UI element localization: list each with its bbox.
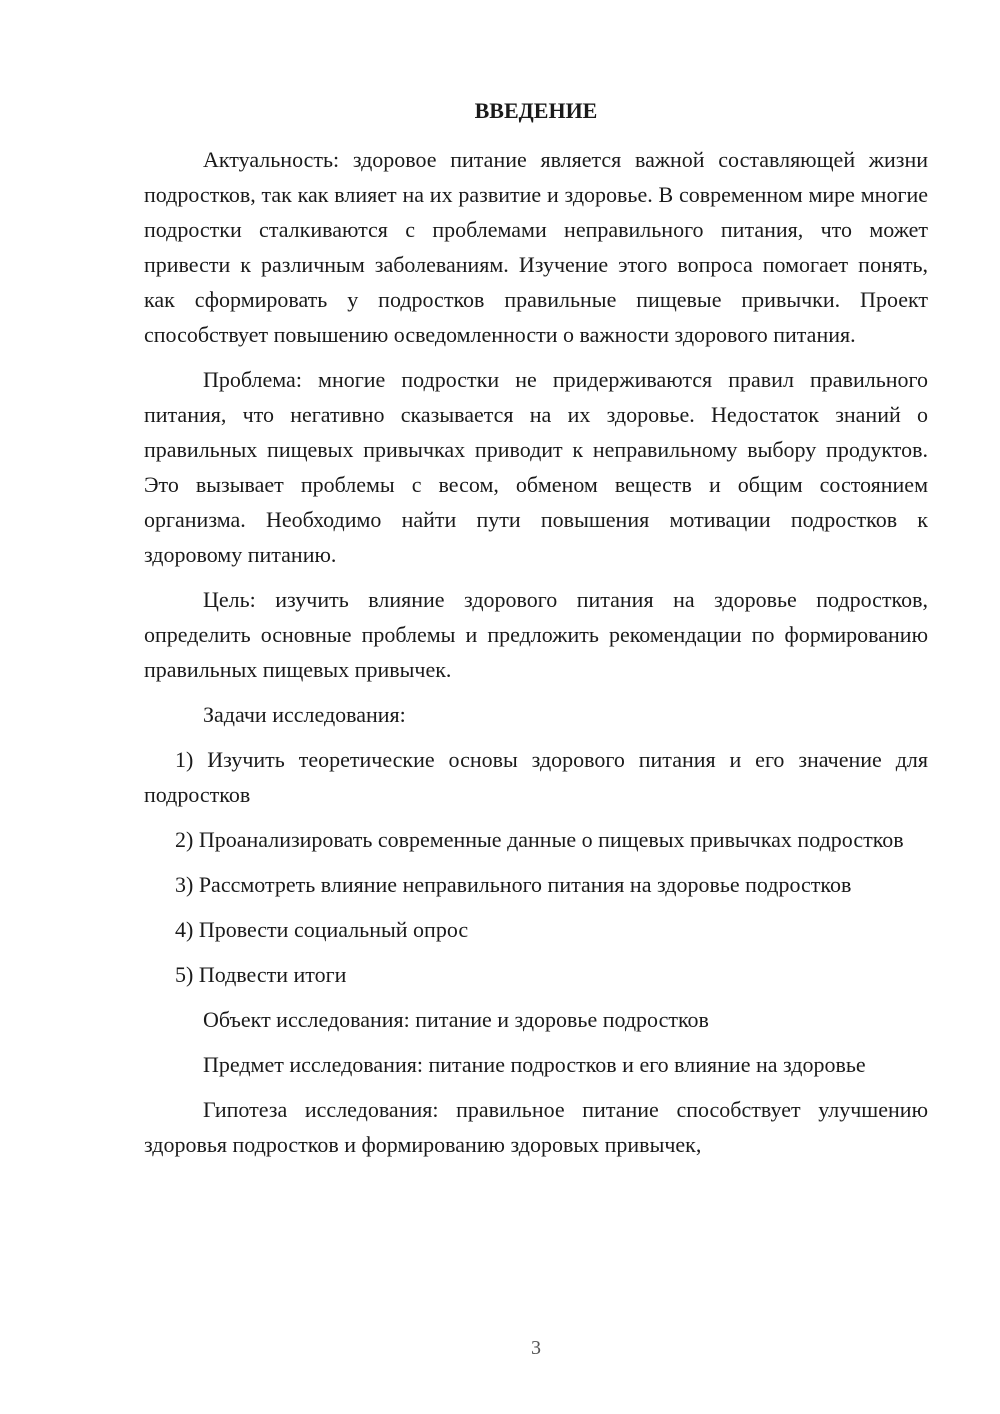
page-number: 3 <box>531 1337 541 1359</box>
document-page <box>144 0 928 1414</box>
task-item-5: 5) Подвести итоги <box>175 962 347 987</box>
paragraph-object: Объект исследования: питание и здоровье подростков <box>203 1007 709 1032</box>
task-item-3: 3) Рассмотреть влияние неправильного питания на здоровье подростков <box>175 872 852 897</box>
document-body <box>144 142 928 1162</box>
task-item-2: 2) Проанализировать современные данные о пищевых привычках подростков <box>175 827 904 852</box>
paragraph-tasks-heading: Задачи исследования: <box>203 702 406 727</box>
paragraph-goal: Цель: изучить влияние здорового питания на здоровье подростков, определить основные проблемы и предложить рекомендации по формированию правильных пищевых привычек. <box>144 587 928 682</box>
page-title: ВВЕДЕНИЕ <box>474 98 598 123</box>
paragraph-subject: Предмет исследования: питание подростков и его влияние на здоровье <box>203 1052 866 1077</box>
paragraph-hypothesis: Гипотеза исследования: правильное питание способствует улучшению здоровья подростков и формированию здоровых привычек, <box>144 1097 928 1157</box>
paragraph-relevance: Актуальность: здоровое питание является важной составляющей жизни подростков, так как влияет на их развитие и здоровье. В современном мире многие подростки сталкиваются с проблемами неправильного питания, что может привести к различным заболеваниям. Изучение этого вопроса помогает понять, как сформировать у подростков правильные пищевые привычки. Проект способствует повышению осведомленности о важности здорового питания. <box>144 147 928 347</box>
task-item-1: 1) Изучить теоретические основы здорового питания и его значение для подростков <box>144 747 928 807</box>
task-item-4: 4) Провести социальный опрос <box>175 917 469 942</box>
paragraph-problem: Проблема: многие подростки не придерживаются правил правильного питания, что негативно сказывается на их здоровье. Недостаток знаний о правильных пищевых привычках приводит к неправильному выбору продуктов. Это вызывает проблемы с весом, обменом веществ и общим состоянием организма. Необходимо найти пути повышения мотивации подростков к здоровому питанию. <box>144 367 928 567</box>
